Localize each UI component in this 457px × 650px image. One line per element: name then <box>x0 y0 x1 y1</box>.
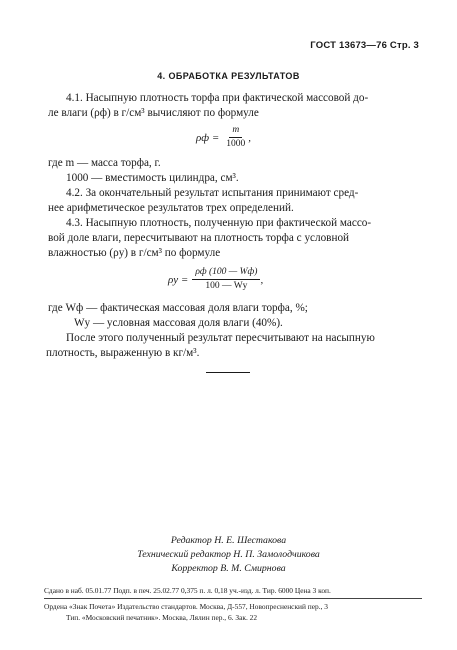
formula-density-fraction <box>223 124 248 151</box>
para-4-2-line-2: нее арифметическое результатов трех определений. <box>48 202 294 214</box>
formula-density <box>196 124 251 151</box>
para-4-1-line-2: ле влаги (ρф) в г/см³ вычисляют по формуле <box>48 107 259 119</box>
credit-tech-editor: Технический редактор Н. П. Замолодчикова <box>137 549 320 560</box>
formula-density-tail: , <box>248 131 252 144</box>
where-1-line-2: 1000 — вместимость цилиндра, см³. <box>66 172 239 184</box>
formula-conditional-numerator: ρф (100 — Wф) <box>192 266 260 280</box>
formula-density-numerator: m <box>229 124 242 138</box>
where-2-line-2: Wу — условная массовая доля влаги (40%). <box>74 317 283 329</box>
where-1-line-1: где m — масса торфа, г. <box>48 157 161 169</box>
formula-conditional-denominator: 100 — Wу <box>205 281 248 291</box>
section-title: 4. ОБРАБОТКА РЕЗУЛЬТАТОВ <box>157 71 300 81</box>
para-4-3-line-2: вой доле влаги, пересчитывают на плотность торфа с условной <box>48 232 350 244</box>
formula-conditional-tail: , <box>260 273 264 286</box>
formula-density-denominator: 1000 <box>226 139 246 149</box>
imprint-line-2: Ордена «Знак Почета» Издательство стандартов. Москва, Д-557, Новопресненский пер., 3 <box>44 602 328 611</box>
divider <box>206 372 250 373</box>
credit-editor: Редактор Н. Е. Шестакова <box>170 535 287 546</box>
para-4-2-line-1: 4.2. За окончательный результат испытания принимают сред- <box>66 187 359 199</box>
formula-conditional-density <box>168 266 263 293</box>
page-header: ГОСТ 13673—76 Стр. 3 <box>310 40 419 51</box>
final-para-line-1: После этого полученный результат пересчитывают на насыпную <box>66 332 375 344</box>
para-4-3-line-1: 4.3. Насыпную плотность, полученную при фактической массо- <box>66 217 372 229</box>
where-2-line-1: где Wф — фактическая массовая доля влаги торфа, %; <box>48 302 308 314</box>
para-4-3-line-3: влажностью (ρу) в г/см³ по формуле <box>48 247 221 259</box>
final-para-line-2: плотность, выраженную в кг/м³. <box>46 347 200 359</box>
formula-conditional-fraction <box>192 266 260 293</box>
formula-conditional-lhs: ρу = <box>168 273 189 286</box>
imprint-line-1: Сдано в наб. 05.01.77 Подп. в печ. 25.02.77 0,375 п. л. 0,18 уч.-изд. л. Тир. 6000 Цена 3 коп. <box>44 586 331 595</box>
credit-proofreader: Корректор В. М. Смирнова <box>171 563 286 574</box>
imprint-line-3: Тип. «Московский печатник». Москва, Лялин пер., 6. Зак. 22 <box>66 613 258 622</box>
imprint-divider <box>44 598 422 599</box>
formula-density-lhs: ρф = <box>196 131 220 144</box>
para-4-1-line-1: 4.1. Насыпную плотность торфа при фактической массовой до- <box>66 92 369 104</box>
